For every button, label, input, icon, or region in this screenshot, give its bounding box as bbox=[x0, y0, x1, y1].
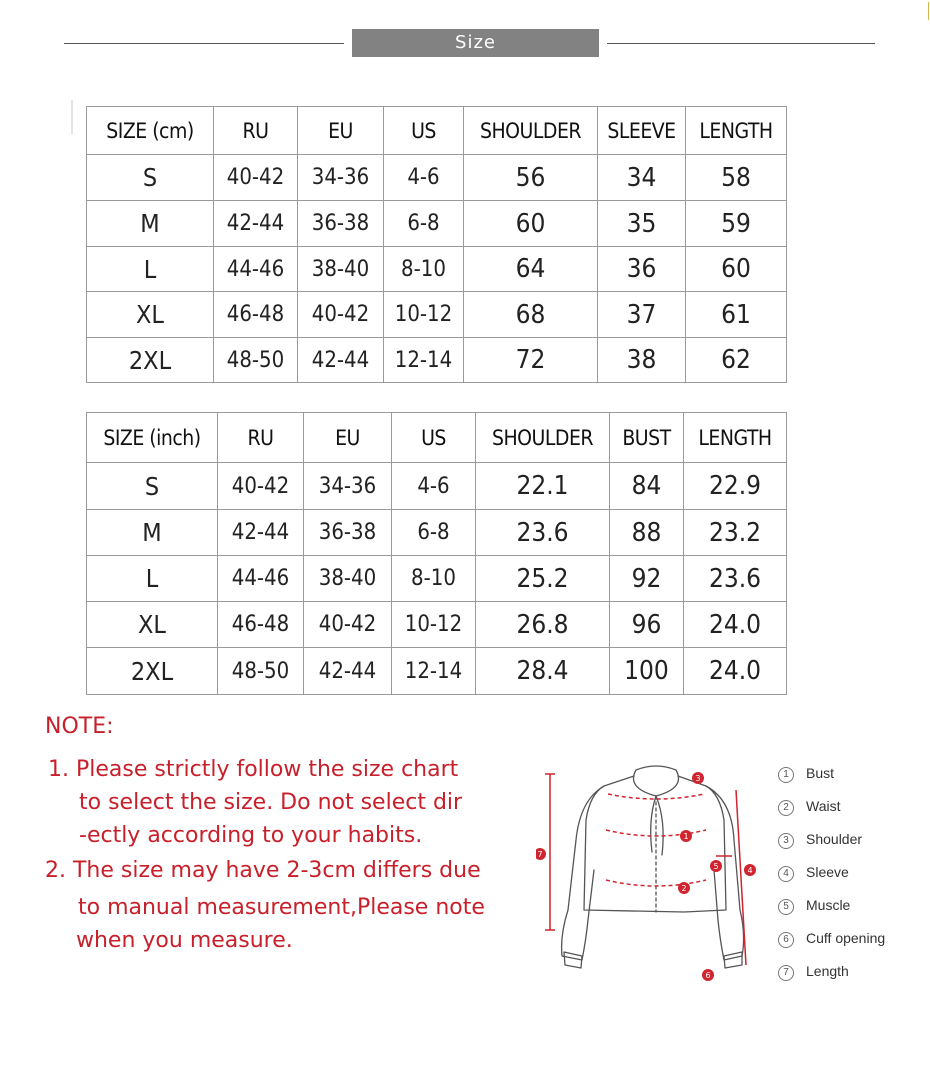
legend-item bbox=[778, 796, 885, 829]
note-line: to manual measurement,Please note bbox=[78, 895, 485, 920]
legend-number: 1 bbox=[778, 767, 794, 783]
note-line: 2. The size may have 2-3cm differs due bbox=[45, 858, 481, 883]
header-divider-left bbox=[64, 43, 344, 44]
table-cell: M bbox=[87, 201, 214, 247]
legend-number: 5 bbox=[778, 899, 794, 915]
table-cell: 46-48 bbox=[214, 292, 298, 338]
table-cell: 12-14 bbox=[384, 338, 464, 383]
note-line: 1. Please strictly follow the size chart bbox=[48, 757, 459, 782]
table-cell: 42-44 bbox=[214, 201, 298, 247]
table-header-row bbox=[87, 107, 787, 155]
column-header: BUST bbox=[610, 413, 684, 463]
table-cell: 64 bbox=[464, 247, 598, 292]
table-cell: 60 bbox=[686, 247, 787, 292]
table-cell: 40-42 bbox=[214, 155, 298, 201]
table-row bbox=[87, 247, 787, 292]
column-header: US bbox=[384, 107, 464, 155]
table-cell: 42-44 bbox=[304, 648, 392, 695]
legend-item bbox=[778, 928, 885, 961]
table-cell: M bbox=[87, 510, 218, 556]
table-cell: S bbox=[87, 463, 218, 510]
column-header: SIZE (cm) bbox=[87, 107, 214, 155]
table-cell: 22.9 bbox=[684, 463, 787, 510]
legend-label: Muscle bbox=[806, 897, 851, 913]
table-cell: 26.8 bbox=[476, 602, 610, 648]
table-row bbox=[87, 292, 787, 338]
legend-label: Shoulder bbox=[806, 831, 863, 847]
legend-item bbox=[778, 895, 885, 928]
table-cell: 38-40 bbox=[304, 556, 392, 602]
blouse-measurement-diagram bbox=[536, 760, 756, 985]
table-cell: 44-46 bbox=[218, 556, 304, 602]
legend-number: 6 bbox=[778, 932, 794, 948]
marker-label: 7 bbox=[537, 850, 543, 859]
table-cell: 24.0 bbox=[684, 648, 787, 695]
table-cell: 60 bbox=[464, 201, 598, 247]
table-cell: 62 bbox=[686, 338, 787, 383]
table-cell: 92 bbox=[610, 556, 684, 602]
column-header: RU bbox=[218, 413, 304, 463]
table-cell: 40-42 bbox=[298, 292, 384, 338]
table-cell: 34 bbox=[598, 155, 686, 201]
table-cell: 2XL bbox=[87, 648, 218, 695]
table-cell: 38 bbox=[598, 338, 686, 383]
table-cell: 100 bbox=[610, 648, 684, 695]
table-cell: 42-44 bbox=[218, 510, 304, 556]
table-cell: XL bbox=[87, 602, 218, 648]
legend-item bbox=[778, 829, 885, 862]
table-cell: 46-48 bbox=[218, 602, 304, 648]
table-cell: 36 bbox=[598, 247, 686, 292]
collar-shape bbox=[634, 766, 679, 796]
marker-label: 1 bbox=[683, 832, 689, 841]
table-cell: 96 bbox=[610, 602, 684, 648]
table-cell: 8-10 bbox=[384, 247, 464, 292]
legend-label: Length bbox=[806, 963, 849, 979]
column-header: RU bbox=[214, 107, 298, 155]
section-title: Size bbox=[352, 29, 599, 57]
table-cell: 88 bbox=[610, 510, 684, 556]
left-sleeve-shape bbox=[562, 786, 604, 960]
table-cell: 10-12 bbox=[392, 602, 476, 648]
table-cell: 2XL bbox=[87, 338, 214, 383]
table-cell: 4-6 bbox=[384, 155, 464, 201]
table-row bbox=[87, 155, 787, 201]
note-line: when you measure. bbox=[76, 928, 293, 953]
table-row bbox=[87, 602, 787, 648]
table-cell: 35 bbox=[598, 201, 686, 247]
note-line: -ectly according to your habits. bbox=[79, 823, 423, 848]
table-cell: 24.0 bbox=[684, 602, 787, 648]
table-row bbox=[87, 338, 787, 383]
marker-label: 5 bbox=[713, 862, 719, 871]
table-cell: 48-50 bbox=[218, 648, 304, 695]
table-cell: 44-46 bbox=[214, 247, 298, 292]
column-header: EU bbox=[304, 413, 392, 463]
table-cell: 28.4 bbox=[476, 648, 610, 695]
table-cell: 36-38 bbox=[304, 510, 392, 556]
table-cell: 25.2 bbox=[476, 556, 610, 602]
table-cell: 48-50 bbox=[214, 338, 298, 383]
marker-label: 2 bbox=[681, 884, 687, 893]
marker-label: 6 bbox=[705, 971, 711, 980]
table-cell: 37 bbox=[598, 292, 686, 338]
legend-number: 2 bbox=[778, 800, 794, 816]
table-cell: 12-14 bbox=[392, 648, 476, 695]
table-cell: 8-10 bbox=[392, 556, 476, 602]
legend-label: Cuff opening bbox=[806, 930, 886, 946]
measurement-legend bbox=[778, 763, 885, 994]
marker-label: 4 bbox=[747, 866, 753, 875]
table-row bbox=[87, 648, 787, 695]
table-cell: 6-8 bbox=[392, 510, 476, 556]
table-cell: 58 bbox=[686, 155, 787, 201]
table-cell: 42-44 bbox=[298, 338, 384, 383]
column-header: SHOULDER bbox=[464, 107, 598, 155]
legend-label: Bust bbox=[806, 765, 835, 781]
legend-label: Sleeve bbox=[806, 864, 849, 880]
table-row bbox=[87, 201, 787, 247]
legend-number: 3 bbox=[778, 833, 794, 849]
table-cell: 10-12 bbox=[384, 292, 464, 338]
note-line: to select the size. Do not select dir bbox=[79, 790, 463, 815]
table-cell: 36-38 bbox=[298, 201, 384, 247]
column-header: EU bbox=[298, 107, 384, 155]
table-cell: 72 bbox=[464, 338, 598, 383]
size-table-inch bbox=[86, 412, 787, 695]
column-header: SLEEVE bbox=[598, 107, 686, 155]
table-cell: 38-40 bbox=[298, 247, 384, 292]
legend-item bbox=[778, 763, 885, 796]
table-row bbox=[87, 463, 787, 510]
legend-label: Waist bbox=[806, 798, 841, 814]
table-cell: 61 bbox=[686, 292, 787, 338]
legend-number: 4 bbox=[778, 866, 794, 882]
table-row bbox=[87, 556, 787, 602]
accent-mark bbox=[928, 2, 929, 20]
column-header: LENGTH bbox=[684, 413, 787, 463]
table-cell: 4-6 bbox=[392, 463, 476, 510]
table-cell: 6-8 bbox=[384, 201, 464, 247]
table-cell: 40-42 bbox=[218, 463, 304, 510]
table-cell: 22.1 bbox=[476, 463, 610, 510]
table-cell: 23.6 bbox=[684, 556, 787, 602]
table-cell: 23.2 bbox=[684, 510, 787, 556]
legend-item bbox=[778, 862, 885, 895]
table-cell: 34-36 bbox=[298, 155, 384, 201]
column-header: SHOULDER bbox=[476, 413, 610, 463]
header-divider-right bbox=[607, 43, 875, 44]
size-table-cm bbox=[86, 106, 787, 383]
legend-item bbox=[778, 961, 885, 994]
table-cell: 34-36 bbox=[304, 463, 392, 510]
note-title: NOTE: bbox=[45, 714, 114, 739]
table-cell: 56 bbox=[464, 155, 598, 201]
column-header: LENGTH bbox=[686, 107, 787, 155]
table-row bbox=[87, 510, 787, 556]
column-header: SIZE (inch) bbox=[87, 413, 218, 463]
table-cell: 23.6 bbox=[476, 510, 610, 556]
table-cell: 68 bbox=[464, 292, 598, 338]
marker-label: 3 bbox=[695, 774, 701, 783]
legend-number: 7 bbox=[778, 965, 794, 981]
table-cell: XL bbox=[87, 292, 214, 338]
table-cell: 40-42 bbox=[304, 602, 392, 648]
table-cell: 84 bbox=[610, 463, 684, 510]
bow-tie-shape bbox=[651, 796, 663, 855]
table-cell: S bbox=[87, 155, 214, 201]
table-header-row bbox=[87, 413, 787, 463]
column-header: US bbox=[392, 413, 476, 463]
table-cell: L bbox=[87, 247, 214, 292]
decorative-mark bbox=[71, 100, 73, 134]
table-cell: L bbox=[87, 556, 218, 602]
table-cell: 59 bbox=[686, 201, 787, 247]
